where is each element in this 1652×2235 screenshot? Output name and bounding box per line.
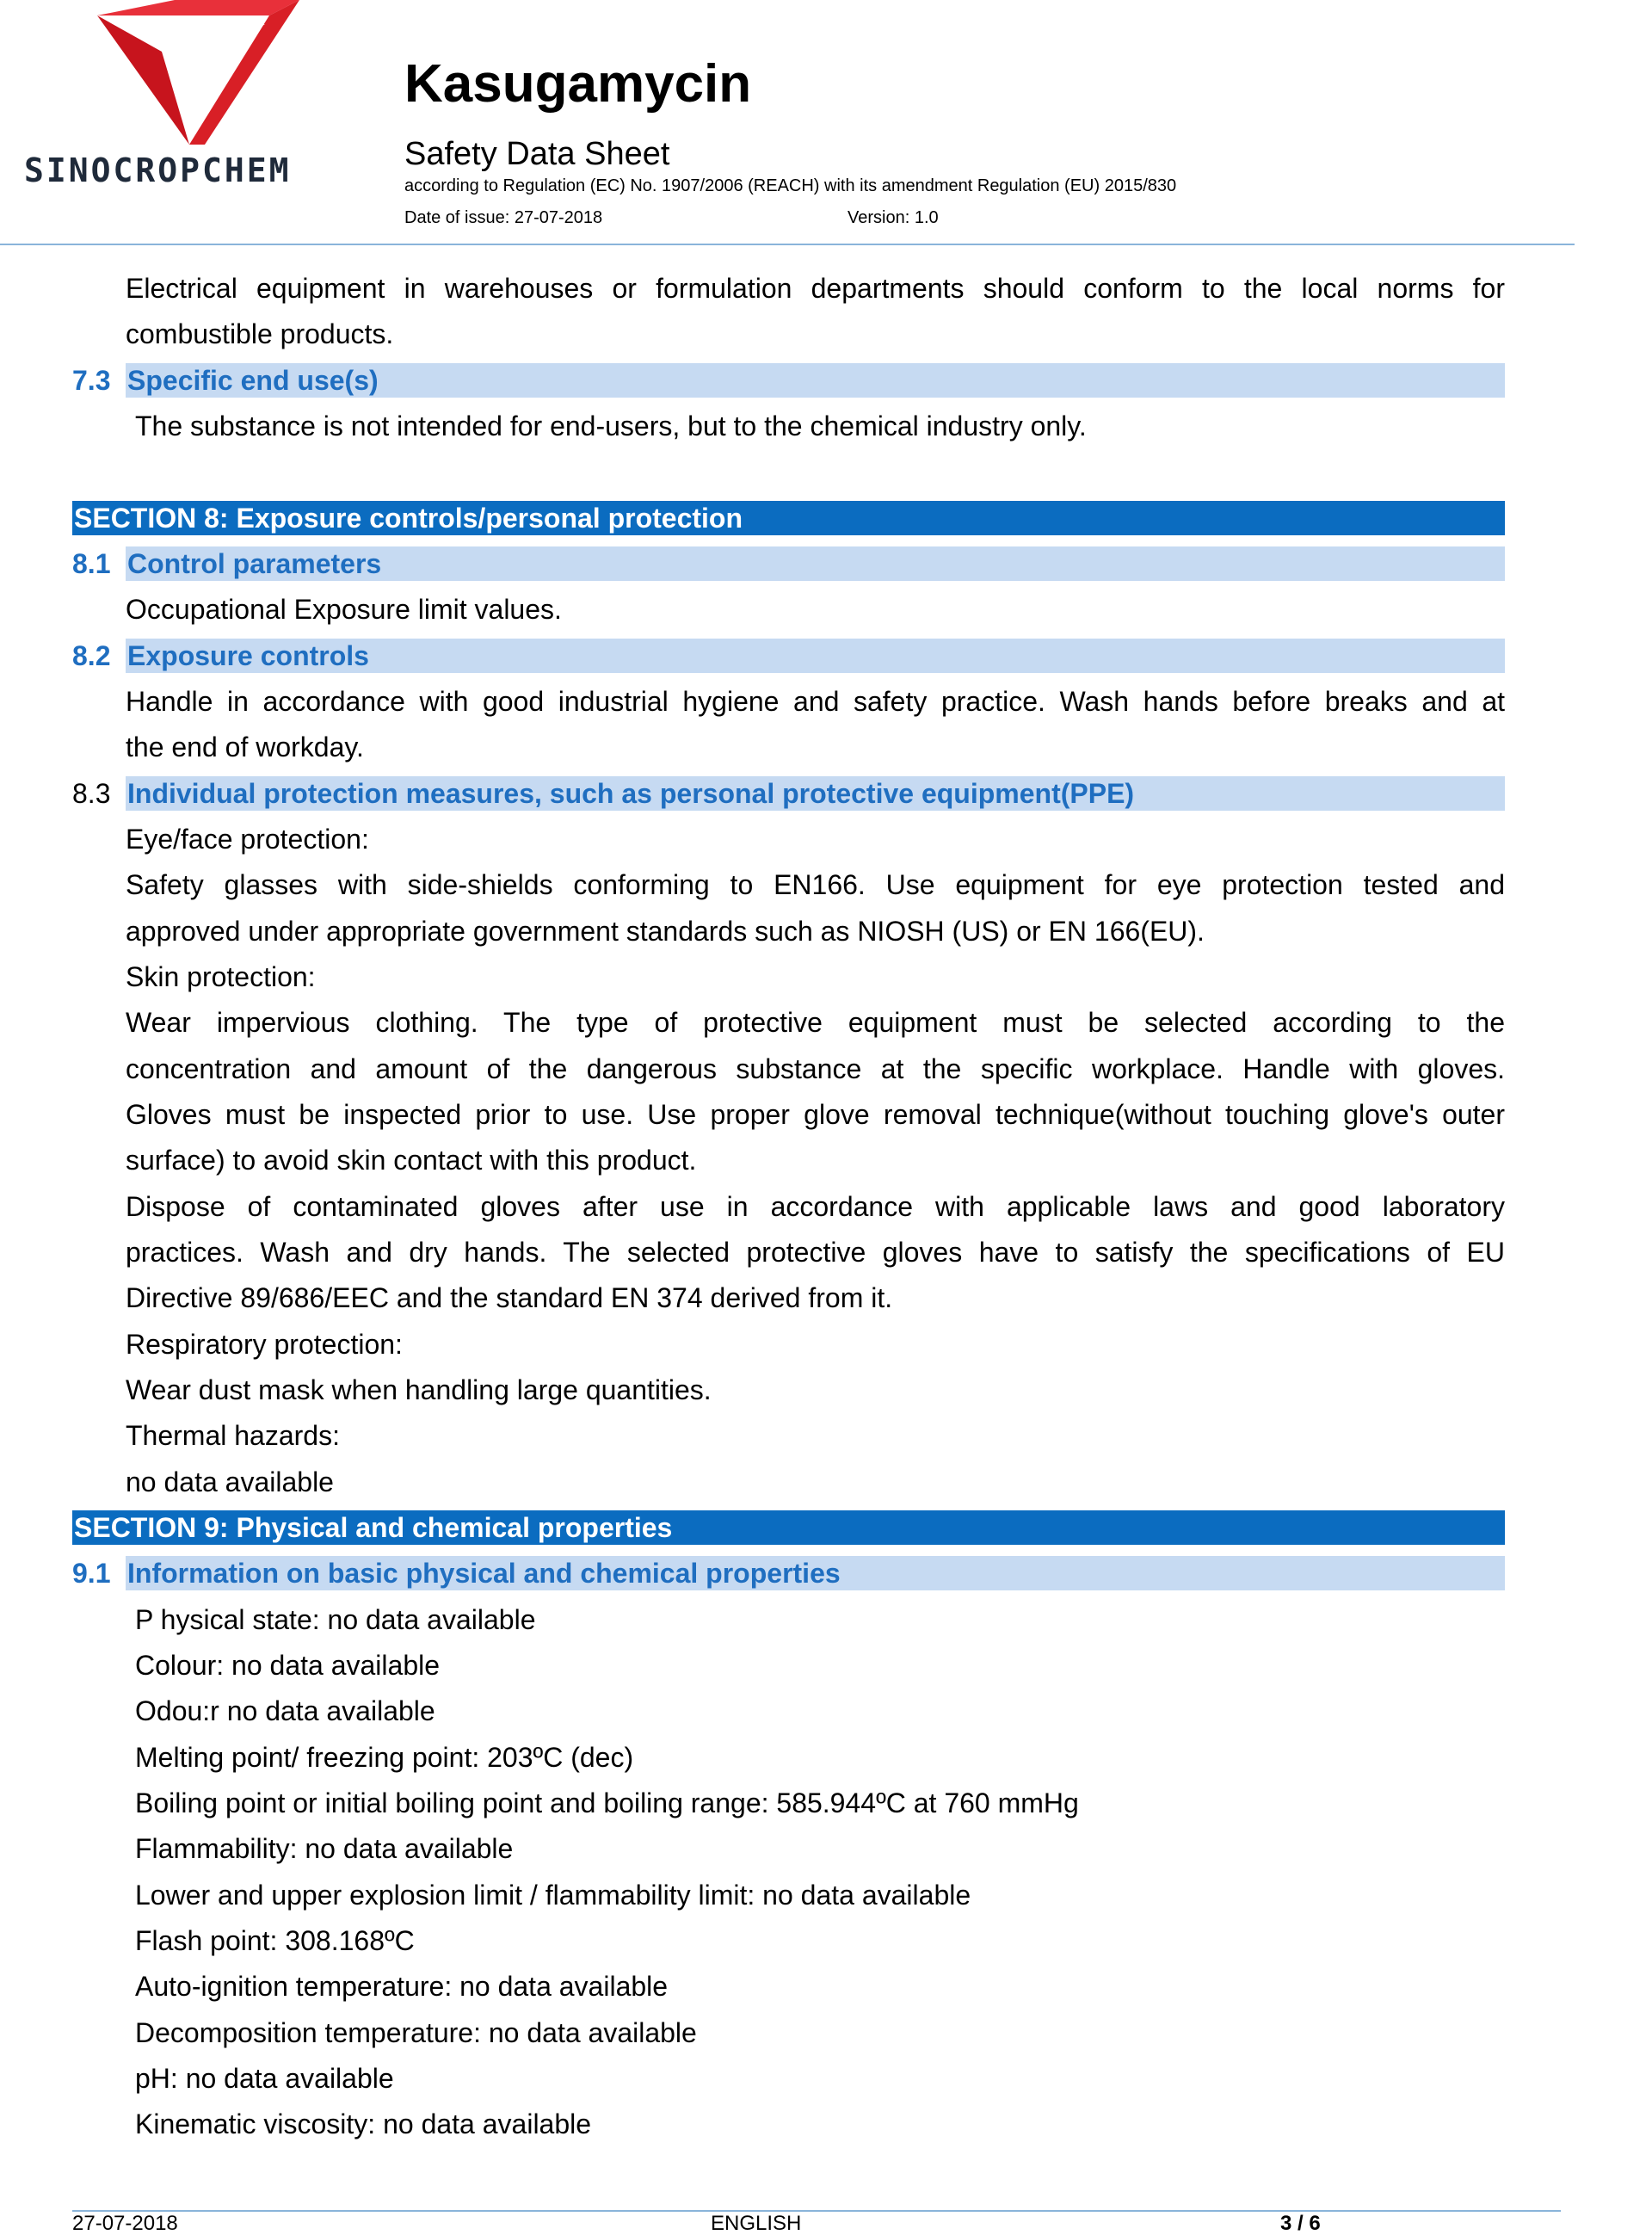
- paragraph-line: Wear dust mask when handling large quantities.: [126, 1374, 712, 1405]
- subsection-number: 8.1: [72, 548, 111, 579]
- subsection-heading-8-3: [126, 776, 1505, 811]
- subsection-heading-9-1: [126, 1556, 1505, 1590]
- property-item: Auto-ignition temperature: no data available: [135, 1971, 669, 2002]
- property-item: Flash point: 308.168ºC: [135, 1925, 415, 1956]
- paragraph-line: Wear impervious clothing. The type of protective equipment must be selected according to the: [126, 1007, 1505, 1038]
- property-item: Colour: no data available: [135, 1650, 441, 1681]
- property-item: Lower and upper explosion limit / flammability limit: no data available: [135, 1880, 971, 1911]
- subsection-number: 8.3: [72, 778, 111, 809]
- subsection-title: Exposure controls: [127, 640, 369, 671]
- subsection-title: Specific end use(s): [127, 365, 379, 396]
- paragraph-line: approved under appropriate government standards such as NIOSH (US) or EN 166(EU).: [126, 916, 1205, 947]
- paragraph-line: Directive 89/686/EEC and the standard EN 374 derived from it.: [126, 1282, 893, 1313]
- paragraph-line: Safety glasses with side-shields conforming to EN166. Use equipment for eye protection tested and: [126, 869, 1505, 900]
- section-heading-9: [72, 1510, 1505, 1545]
- property-item: Kinematic viscosity: no data available: [135, 2108, 592, 2139]
- footer-date: 27-07-2018: [72, 2212, 178, 2235]
- version: Version: 1.0: [848, 208, 939, 227]
- subsection-number: 9.1: [72, 1558, 111, 1589]
- property-item: Decomposition temperature: no data available: [135, 2017, 697, 2048]
- paragraph-line: Electrical equipment in warehouses or formulation departments should conform to the local norms for: [126, 273, 1505, 304]
- subsection-title: Information on basic physical and chemical properties: [127, 1558, 841, 1589]
- regulation-note: according to Regulation (EC) No. 1907/2006 (REACH) with its amendment Regulation (EU) 2015/830: [404, 176, 1177, 195]
- subsection-heading-8-1: [126, 546, 1505, 581]
- paragraph-line: Handle in accordance with good industrial hygiene and safety practice. Wash hands before breaks and at: [126, 686, 1505, 717]
- company-logo: [24, 0, 351, 207]
- paragraph-line: concentration and amount of the dangerous substance at the specific workplace. Handle with gloves.: [126, 1053, 1505, 1084]
- property-item: Melting point/ freezing point: 203ºC (dec): [135, 1742, 634, 1773]
- logo-emblem-icon: [93, 0, 299, 146]
- footer-language: ENGLISH: [711, 2212, 802, 2235]
- subsection-heading-8-2: [126, 639, 1505, 673]
- field-label: Eye/face protection:: [126, 824, 369, 855]
- subsection-heading-7-3: [126, 363, 1505, 398]
- paragraph-line: no data available: [126, 1466, 334, 1497]
- property-item: Flammability: no data available: [135, 1833, 514, 1864]
- header-divider: [0, 244, 1575, 245]
- paragraph-line: the end of workday.: [126, 732, 364, 762]
- issue-date: Date of issue: 27-07-2018: [404, 208, 603, 227]
- field-label: Thermal hazards:: [126, 1420, 340, 1451]
- logo-wordmark: SINOCROPCHEM: [24, 151, 292, 189]
- property-item: Odou:r no data available: [135, 1695, 435, 1726]
- page-number: 3 / 6: [1280, 2212, 1321, 2235]
- paragraph-line: combustible products.: [126, 318, 394, 349]
- section-heading-8: [72, 501, 1505, 535]
- paragraph-line: Dispose of contaminated gloves after use in accordance with applicable laws and good laboratory: [126, 1191, 1505, 1222]
- section-title: SECTION 9: Physical and chemical properties: [74, 1512, 673, 1543]
- subsection-number: 8.2: [72, 640, 111, 671]
- document-subtitle: Safety Data Sheet: [404, 136, 670, 172]
- paragraph-line: surface) to avoid skin contact with this product.: [126, 1145, 697, 1176]
- property-item: P hysical state: no data available: [135, 1604, 536, 1635]
- subsection-title: Control parameters: [127, 548, 382, 579]
- paragraph-line: The substance is not intended for end-users, but to the chemical industry only.: [135, 411, 1087, 441]
- subsection-number: 7.3: [72, 365, 111, 396]
- section-title: SECTION 8: Exposure controls/personal protection: [74, 503, 743, 534]
- field-label: Respiratory protection:: [126, 1329, 403, 1360]
- paragraph-line: Gloves must be inspected prior to use. Use proper glove removal technique(without touching glove's outer: [126, 1099, 1505, 1130]
- property-item: pH: no data available: [135, 2063, 394, 2094]
- field-label: Skin protection:: [126, 961, 316, 992]
- document-title: Kasugamycin: [404, 54, 752, 114]
- paragraph-line: Occupational Exposure limit values.: [126, 594, 562, 625]
- property-item: Boiling point or initial boiling point and boiling range: 585.944ºC at 760 mmHg: [135, 1787, 1079, 1818]
- footer-divider: [72, 2210, 1561, 2212]
- subsection-title: Individual protection measures, such as personal protective equipment(PPE): [127, 778, 1135, 809]
- paragraph-line: practices. Wash and dry hands. The selected protective gloves have to satisfy the specifications of EU: [126, 1237, 1505, 1268]
